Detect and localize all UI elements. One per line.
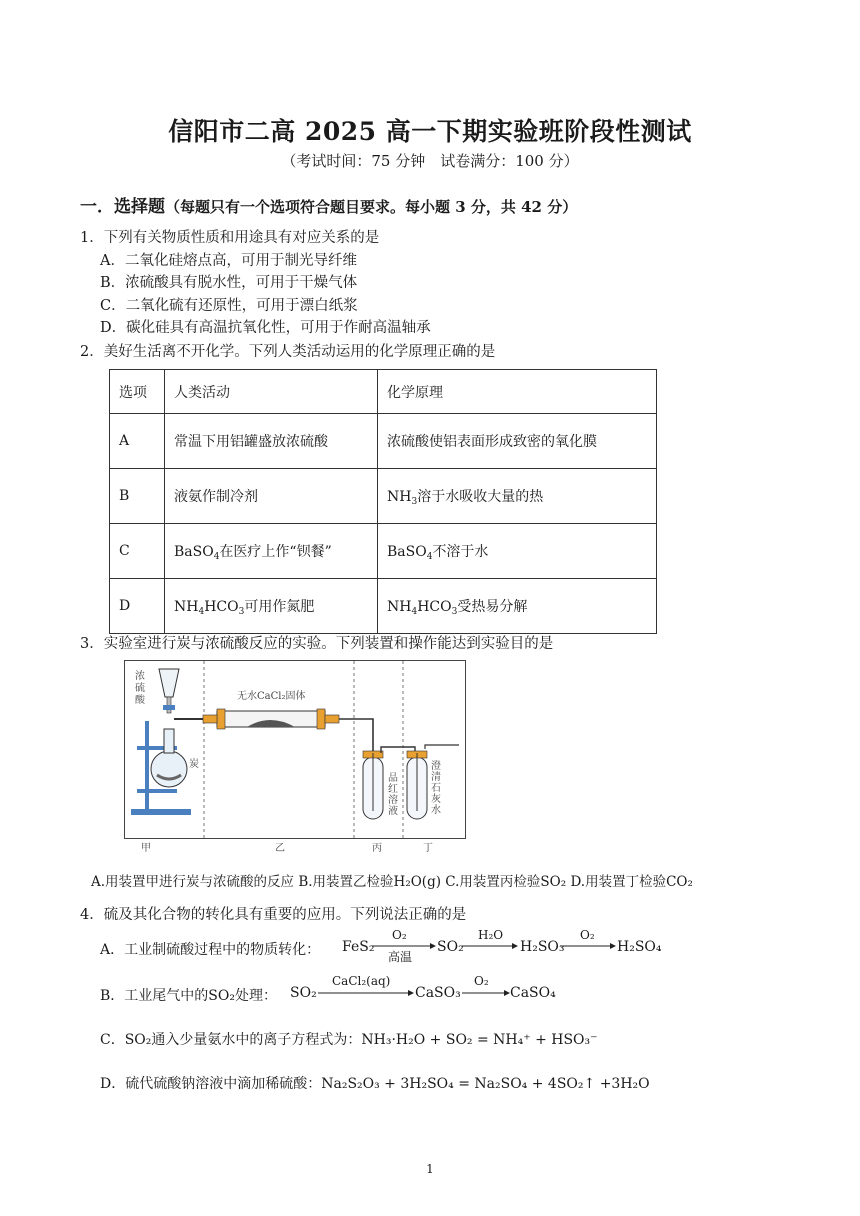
q4b-label: B．工业尾气中的SO₂处理： <box>100 988 277 1004</box>
q4d-text: D．硫代硫酸钠溶液中滴加稀硫酸： <box>100 1076 322 1092</box>
q1-option-d: D．碳化硅具有高温抗氧化性，可用于作耐高温轴承 <box>100 320 431 336</box>
drying-agent-label: 无水CaCl₂固体 <box>237 691 306 702</box>
q4b-arrow2-top: O₂ <box>474 974 489 988</box>
q1-option-a: A．二氧化硅熔点高，可用于制光导纤维 <box>100 253 357 269</box>
q4d-equation: Na₂S₂O₃ + 3H₂SO₄ = Na₂SO₄ + 4SO₂↑ +3H₂O <box>321 1076 650 1092</box>
page-title: 信阳市二高 2025 高一下期实验班阶段性测试 <box>168 117 692 146</box>
header-option: 选项 <box>110 370 165 414</box>
apparatus-figure <box>124 660 466 854</box>
section-note: （每题只有一个选项符合题目要求。每小题 3 分，共 42 分） <box>165 198 578 216</box>
section-title: 一．选择题 <box>80 197 165 217</box>
row-principle: $NH_3$溶于水吸收大量的热 <box>378 469 657 524</box>
section-heading <box>80 192 577 217</box>
row-principle: 浓硫酸使铝表面形成致密的氧化膜 <box>378 414 657 469</box>
q4b-arrow1-top: CaCl₂(aq) <box>332 974 391 988</box>
q1-option-c: C．二氧化硫有还原性，可用于漂白纸浆 <box>100 298 358 314</box>
question-2-stem: 2．美好生活离不开化学。下列人类活动运用的化学原理正确的是 <box>80 344 496 360</box>
header-activity: 人类活动 <box>165 370 378 414</box>
table-header-row <box>110 370 657 414</box>
q4-option-c <box>100 1029 598 1049</box>
q4a-label: A．工业制硫酸过程中的物质转化： <box>100 942 321 958</box>
row-activity: $NH_4HCO_3$可用作氮肥 <box>165 579 378 634</box>
row-principle: BaSO$_4$不溶于水 <box>378 524 657 579</box>
q4b-species-2: CaSO₄ <box>510 985 556 1001</box>
row-activity: BaSO$_4$在医疗上作“钡餐” <box>165 524 378 579</box>
table-row <box>110 579 657 634</box>
table-row <box>110 414 657 469</box>
q1-option-b: B．浓硫酸具有脱水性，可用于干燥气体 <box>100 275 358 291</box>
q4a-species-1: SO₂ <box>437 939 464 955</box>
q3-option-b: B.用装置乙检验H₂O(g) <box>298 874 441 890</box>
row-activity: 液氨作制冷剂 <box>165 469 378 524</box>
part-label-yi: 乙 <box>275 843 285 854</box>
question-3-stem: 3．实验室进行炭与浓硫酸反应的实验。下列装置和操作能达到实验目的是 <box>80 636 554 652</box>
q4b-species-0: SO₂ <box>290 985 317 1001</box>
q4c-text: C．SO₂通入少量氨水中的离子方程式为： <box>100 1032 362 1048</box>
q3-option-d: D.用装置丁检验CO₂ <box>570 874 693 890</box>
q3-option-c: C.用装置丙检验SO₂ <box>445 874 567 890</box>
question-1-stem: 1．下列有关物质性质和用途具有对应关系的是 <box>80 230 380 246</box>
part-label-bing: 丙 <box>372 843 382 854</box>
q3-options <box>91 870 693 890</box>
q4a-species-2: H₂SO₃ <box>520 939 565 955</box>
pinhong-label: 品红溶液 <box>388 773 398 817</box>
limewater-label: 澄清石灰水 <box>431 761 441 816</box>
row-option: B <box>110 469 165 524</box>
q4-option-b <box>100 985 277 1005</box>
row-activity: 常温下用铝罐盛放浓硫酸 <box>165 414 378 469</box>
table-row <box>110 524 657 579</box>
header-principle: 化学原理 <box>378 370 657 414</box>
q4c-equation: NH₃·H₂O + SO₂ = NH₄⁺ + HSO₃⁻ <box>361 1032 598 1048</box>
q4a-arrow3-top: O₂ <box>580 928 595 942</box>
acid-label: 浓硫酸 <box>135 671 145 706</box>
q4-option-d <box>100 1073 650 1093</box>
question-4-stem: 4．硫及其化合物的转化具有重要的应用。下列说法正确的是 <box>80 907 467 923</box>
q4b-species-1: CaSO₃ <box>415 985 461 1001</box>
q3-option-a: A.用装置甲进行炭与浓硫酸的反应 <box>91 874 295 890</box>
q4a-arrow2-top: H₂O <box>478 928 504 942</box>
q2-table <box>109 369 657 634</box>
q4a-species-0: FeS₂ <box>342 939 375 955</box>
row-option: A <box>110 414 165 469</box>
table-row <box>110 469 657 524</box>
q4a-arrow1-bottom: 高温 <box>388 950 413 964</box>
q4-option-a <box>100 939 320 959</box>
row-principle: $NH_4HCO_3$受热易分解 <box>378 579 657 634</box>
part-label-jia: 甲 <box>141 843 151 854</box>
q4a-species-3: H₂SO₄ <box>617 939 662 955</box>
carbon-label: 炭 <box>189 759 199 770</box>
row-option: D <box>110 579 165 634</box>
exam-info: （考试时间：75 分钟 试卷满分：100 分） <box>281 152 579 170</box>
q4a-arrow1-top: O₂ <box>392 928 407 942</box>
page-number: 1 <box>426 1162 434 1176</box>
row-option: C <box>110 524 165 579</box>
part-label-ding: 丁 <box>423 843 433 854</box>
